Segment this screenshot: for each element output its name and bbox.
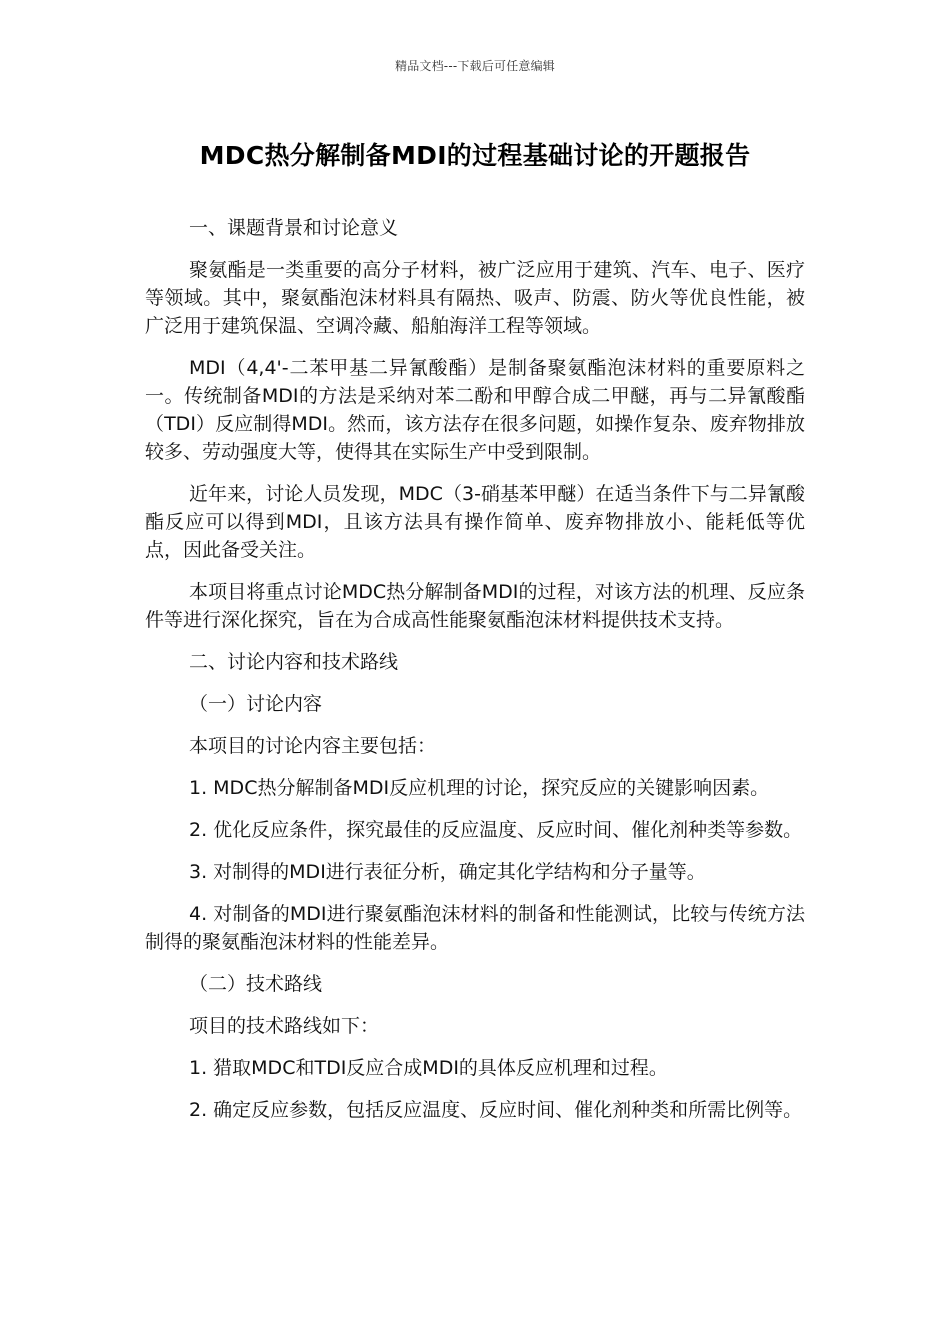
section-heading-1: 一、课题背景和讨论意义 [189,217,399,239]
paragraph: 聚氨酯是一类重要的高分子材料，被广泛应用于建筑、汽车、电子、医疗等领域。其中，聚氨酯泡沫材料具有隔热、吸声、防震、防火等优良性能，被广泛用于建筑保温、空调冷藏、船舶海洋工程等领域。 [145,259,805,337]
document-title: MDC热分解制备MDI的过程基础讨论的开题报告 [199,141,751,170]
list-item: 1. 猎取MDC和TDI反应合成MDI的具体反应机理和过程。 [189,1057,668,1079]
paragraph: 本项目将重点讨论MDC热分解制备MDI的过程，对该方法的机理、反应条件等进行深化探究，旨在为合成高性能聚氨酯泡沫材料提供技术支持。 [145,581,805,631]
document-body [145,214,805,1138]
paragraph: MDI（4,4'-二苯甲基二异氰酸酯）是制备聚氨酯泡沫材料的重要原料之一。传统制备MDI的方法是采纳对苯二酚和甲醇合成二甲醚，再与二异氰酸酯（TDI）反应制得MDI。然而，该方法存在很多问题，如操作复杂、废弃物排放较多、劳动强度大等，使得其在实际生产中受到限制。 [145,357,805,463]
subsection-heading: （一）讨论内容 [189,693,323,715]
header-note: 精品文档---下载后可任意编辑 [395,59,555,73]
paragraph: 本项目的讨论内容主要包括： [189,735,437,757]
list-item: 2. 优化反应条件，探究最佳的反应温度、反应时间、催化剂种类等参数。 [189,819,803,841]
list-item: 3. 对制得的MDI进行表征分析，确定其化学结构和分子量等。 [189,861,706,883]
paragraph: 近年来，讨论人员发现，MDC（3-硝基苯甲醚）在适当条件下与二异氰酸酯反应可以得到MDI，且该方法具有操作简单、废弃物排放小、能耗低等优点，因此备受关注。 [145,483,805,561]
list-item: 2. 确定反应参数，包括反应温度、反应时间、催化剂种类和所需比例等。 [189,1099,803,1121]
subsection-heading: （二）技术路线 [189,973,323,995]
paragraph: 项目的技术路线如下： [189,1015,380,1037]
section-heading-2: 二、讨论内容和技术路线 [189,651,399,673]
list-item: 1. MDC热分解制备MDI反应机理的讨论，探究反应的关键影响因素。 [189,777,770,799]
list-item: 4. 对制备的MDI进行聚氨酯泡沫材料的制备和性能测试，比较与传统方法制得的聚氨酯泡沫材料的性能差异。 [145,903,805,953]
